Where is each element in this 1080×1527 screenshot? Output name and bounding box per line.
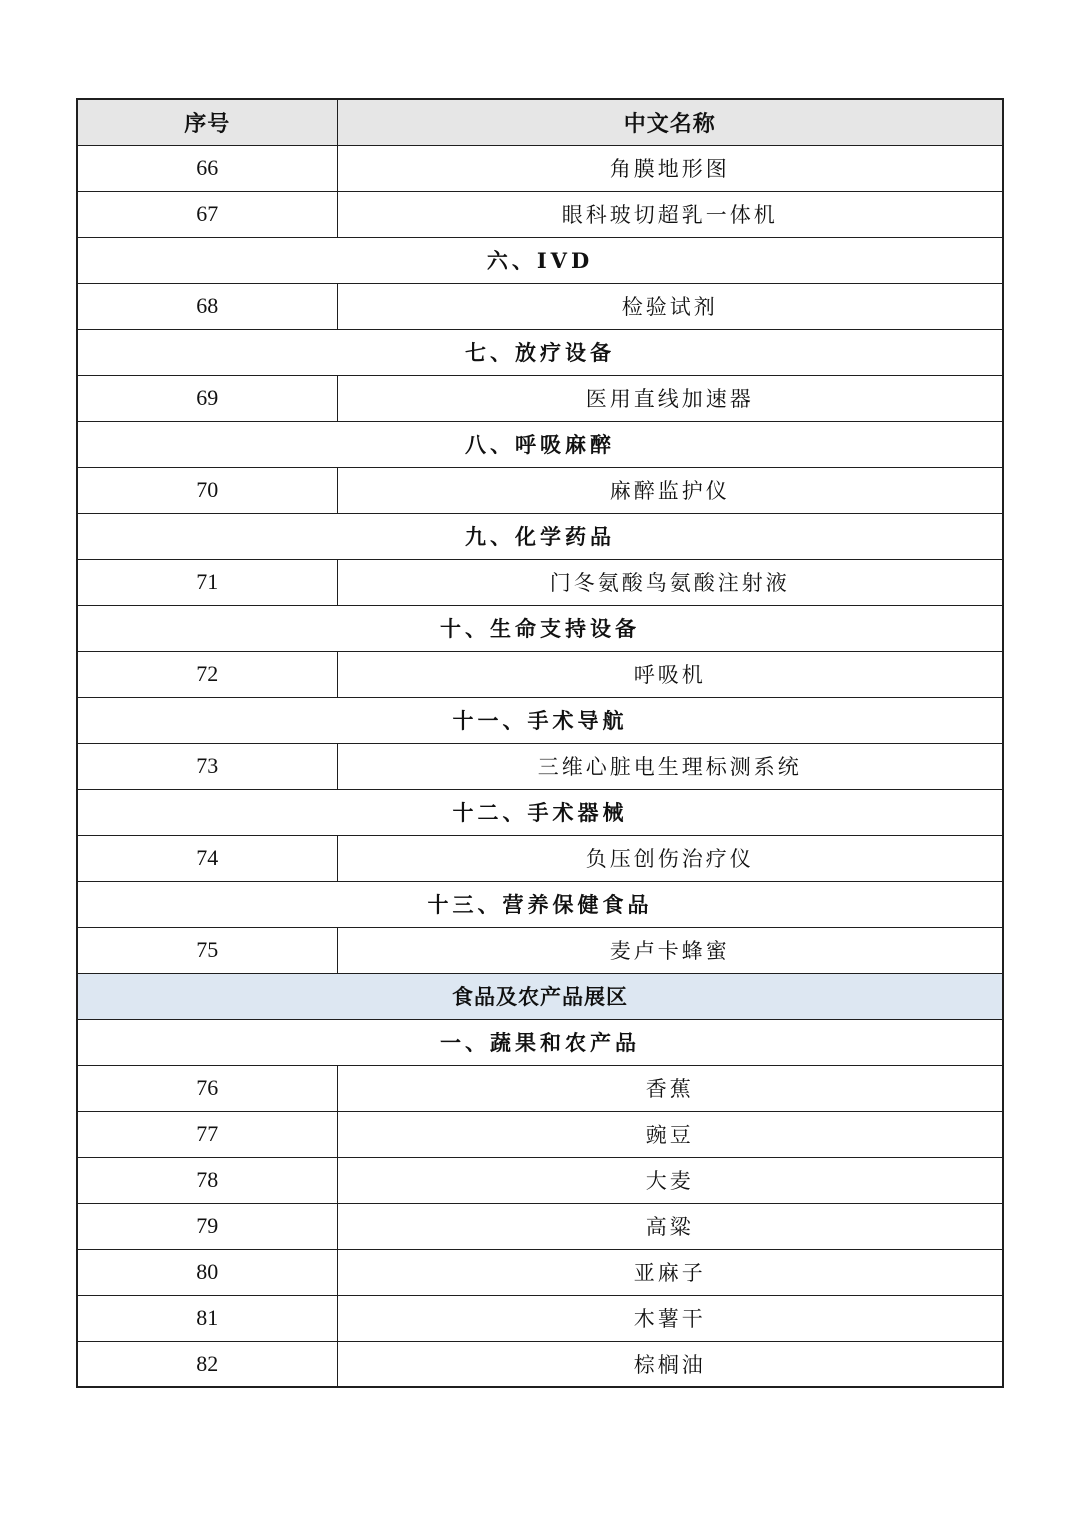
category-band-title: 食品及农产品展区	[77, 973, 1003, 1019]
section-heading-row	[77, 881, 1003, 927]
section-heading-row	[77, 697, 1003, 743]
table-row	[77, 559, 1003, 605]
table-row	[77, 1065, 1003, 1111]
row-index: 67	[77, 191, 337, 237]
row-index: 77	[77, 1111, 337, 1157]
row-index: 76	[77, 1065, 337, 1111]
category-band-row	[77, 973, 1003, 1019]
row-name: 豌豆	[337, 1111, 1003, 1157]
row-name: 角膜地形图	[337, 145, 1003, 191]
header-index: 序号	[77, 99, 337, 145]
table-row	[77, 1111, 1003, 1157]
table-row	[77, 927, 1003, 973]
table-row	[77, 651, 1003, 697]
header-name: 中文名称	[337, 99, 1003, 145]
row-index: 66	[77, 145, 337, 191]
table-row	[77, 191, 1003, 237]
row-name: 三维心脏电生理标测系统	[337, 743, 1003, 789]
table-row	[77, 1341, 1003, 1387]
row-index: 68	[77, 283, 337, 329]
table-row	[77, 835, 1003, 881]
product-table	[76, 98, 1004, 1388]
section-heading-row	[77, 421, 1003, 467]
row-name: 麦卢卡蜂蜜	[337, 927, 1003, 973]
section-heading-row	[77, 237, 1003, 283]
section-heading: 六、IVD	[77, 237, 1003, 283]
table-row	[77, 375, 1003, 421]
section-heading: 八、呼吸麻醉	[77, 421, 1003, 467]
row-name: 大麦	[337, 1157, 1003, 1203]
table-header-row	[77, 99, 1003, 145]
table-row	[77, 1295, 1003, 1341]
section-heading: 七、放疗设备	[77, 329, 1003, 375]
section-heading: 十、生命支持设备	[77, 605, 1003, 651]
row-name: 高粱	[337, 1203, 1003, 1249]
row-index: 80	[77, 1249, 337, 1295]
table-row	[77, 743, 1003, 789]
row-name: 眼科玻切超乳一体机	[337, 191, 1003, 237]
row-name: 亚麻子	[337, 1249, 1003, 1295]
section-heading: 十三、营养保健食品	[77, 881, 1003, 927]
row-name: 麻醉监护仪	[337, 467, 1003, 513]
table-row	[77, 145, 1003, 191]
row-index: 70	[77, 467, 337, 513]
section-heading: 十二、手术器械	[77, 789, 1003, 835]
row-name: 门冬氨酸鸟氨酸注射液	[337, 559, 1003, 605]
row-index: 82	[77, 1341, 337, 1387]
row-index: 75	[77, 927, 337, 973]
row-name: 香蕉	[337, 1065, 1003, 1111]
row-index: 73	[77, 743, 337, 789]
row-index: 69	[77, 375, 337, 421]
section-heading-row	[77, 329, 1003, 375]
row-name: 木薯干	[337, 1295, 1003, 1341]
section-heading: 九、化学药品	[77, 513, 1003, 559]
row-index: 72	[77, 651, 337, 697]
row-index: 78	[77, 1157, 337, 1203]
row-index: 79	[77, 1203, 337, 1249]
table-row	[77, 1203, 1003, 1249]
section-heading: 一、蔬果和农产品	[77, 1019, 1003, 1065]
section-heading-row	[77, 605, 1003, 651]
section-heading-row	[77, 1019, 1003, 1065]
table-row	[77, 467, 1003, 513]
table-row	[77, 1157, 1003, 1203]
section-heading-row	[77, 513, 1003, 559]
section-heading: 十一、手术导航	[77, 697, 1003, 743]
table-row	[77, 1249, 1003, 1295]
section-heading-row	[77, 789, 1003, 835]
row-index: 81	[77, 1295, 337, 1341]
row-name: 医用直线加速器	[337, 375, 1003, 421]
row-name: 负压创伤治疗仪	[337, 835, 1003, 881]
row-name: 棕榈油	[337, 1341, 1003, 1387]
row-index: 71	[77, 559, 337, 605]
row-index: 74	[77, 835, 337, 881]
row-name: 呼吸机	[337, 651, 1003, 697]
table-body	[77, 145, 1003, 1387]
table-row	[77, 283, 1003, 329]
row-name: 检验试剂	[337, 283, 1003, 329]
